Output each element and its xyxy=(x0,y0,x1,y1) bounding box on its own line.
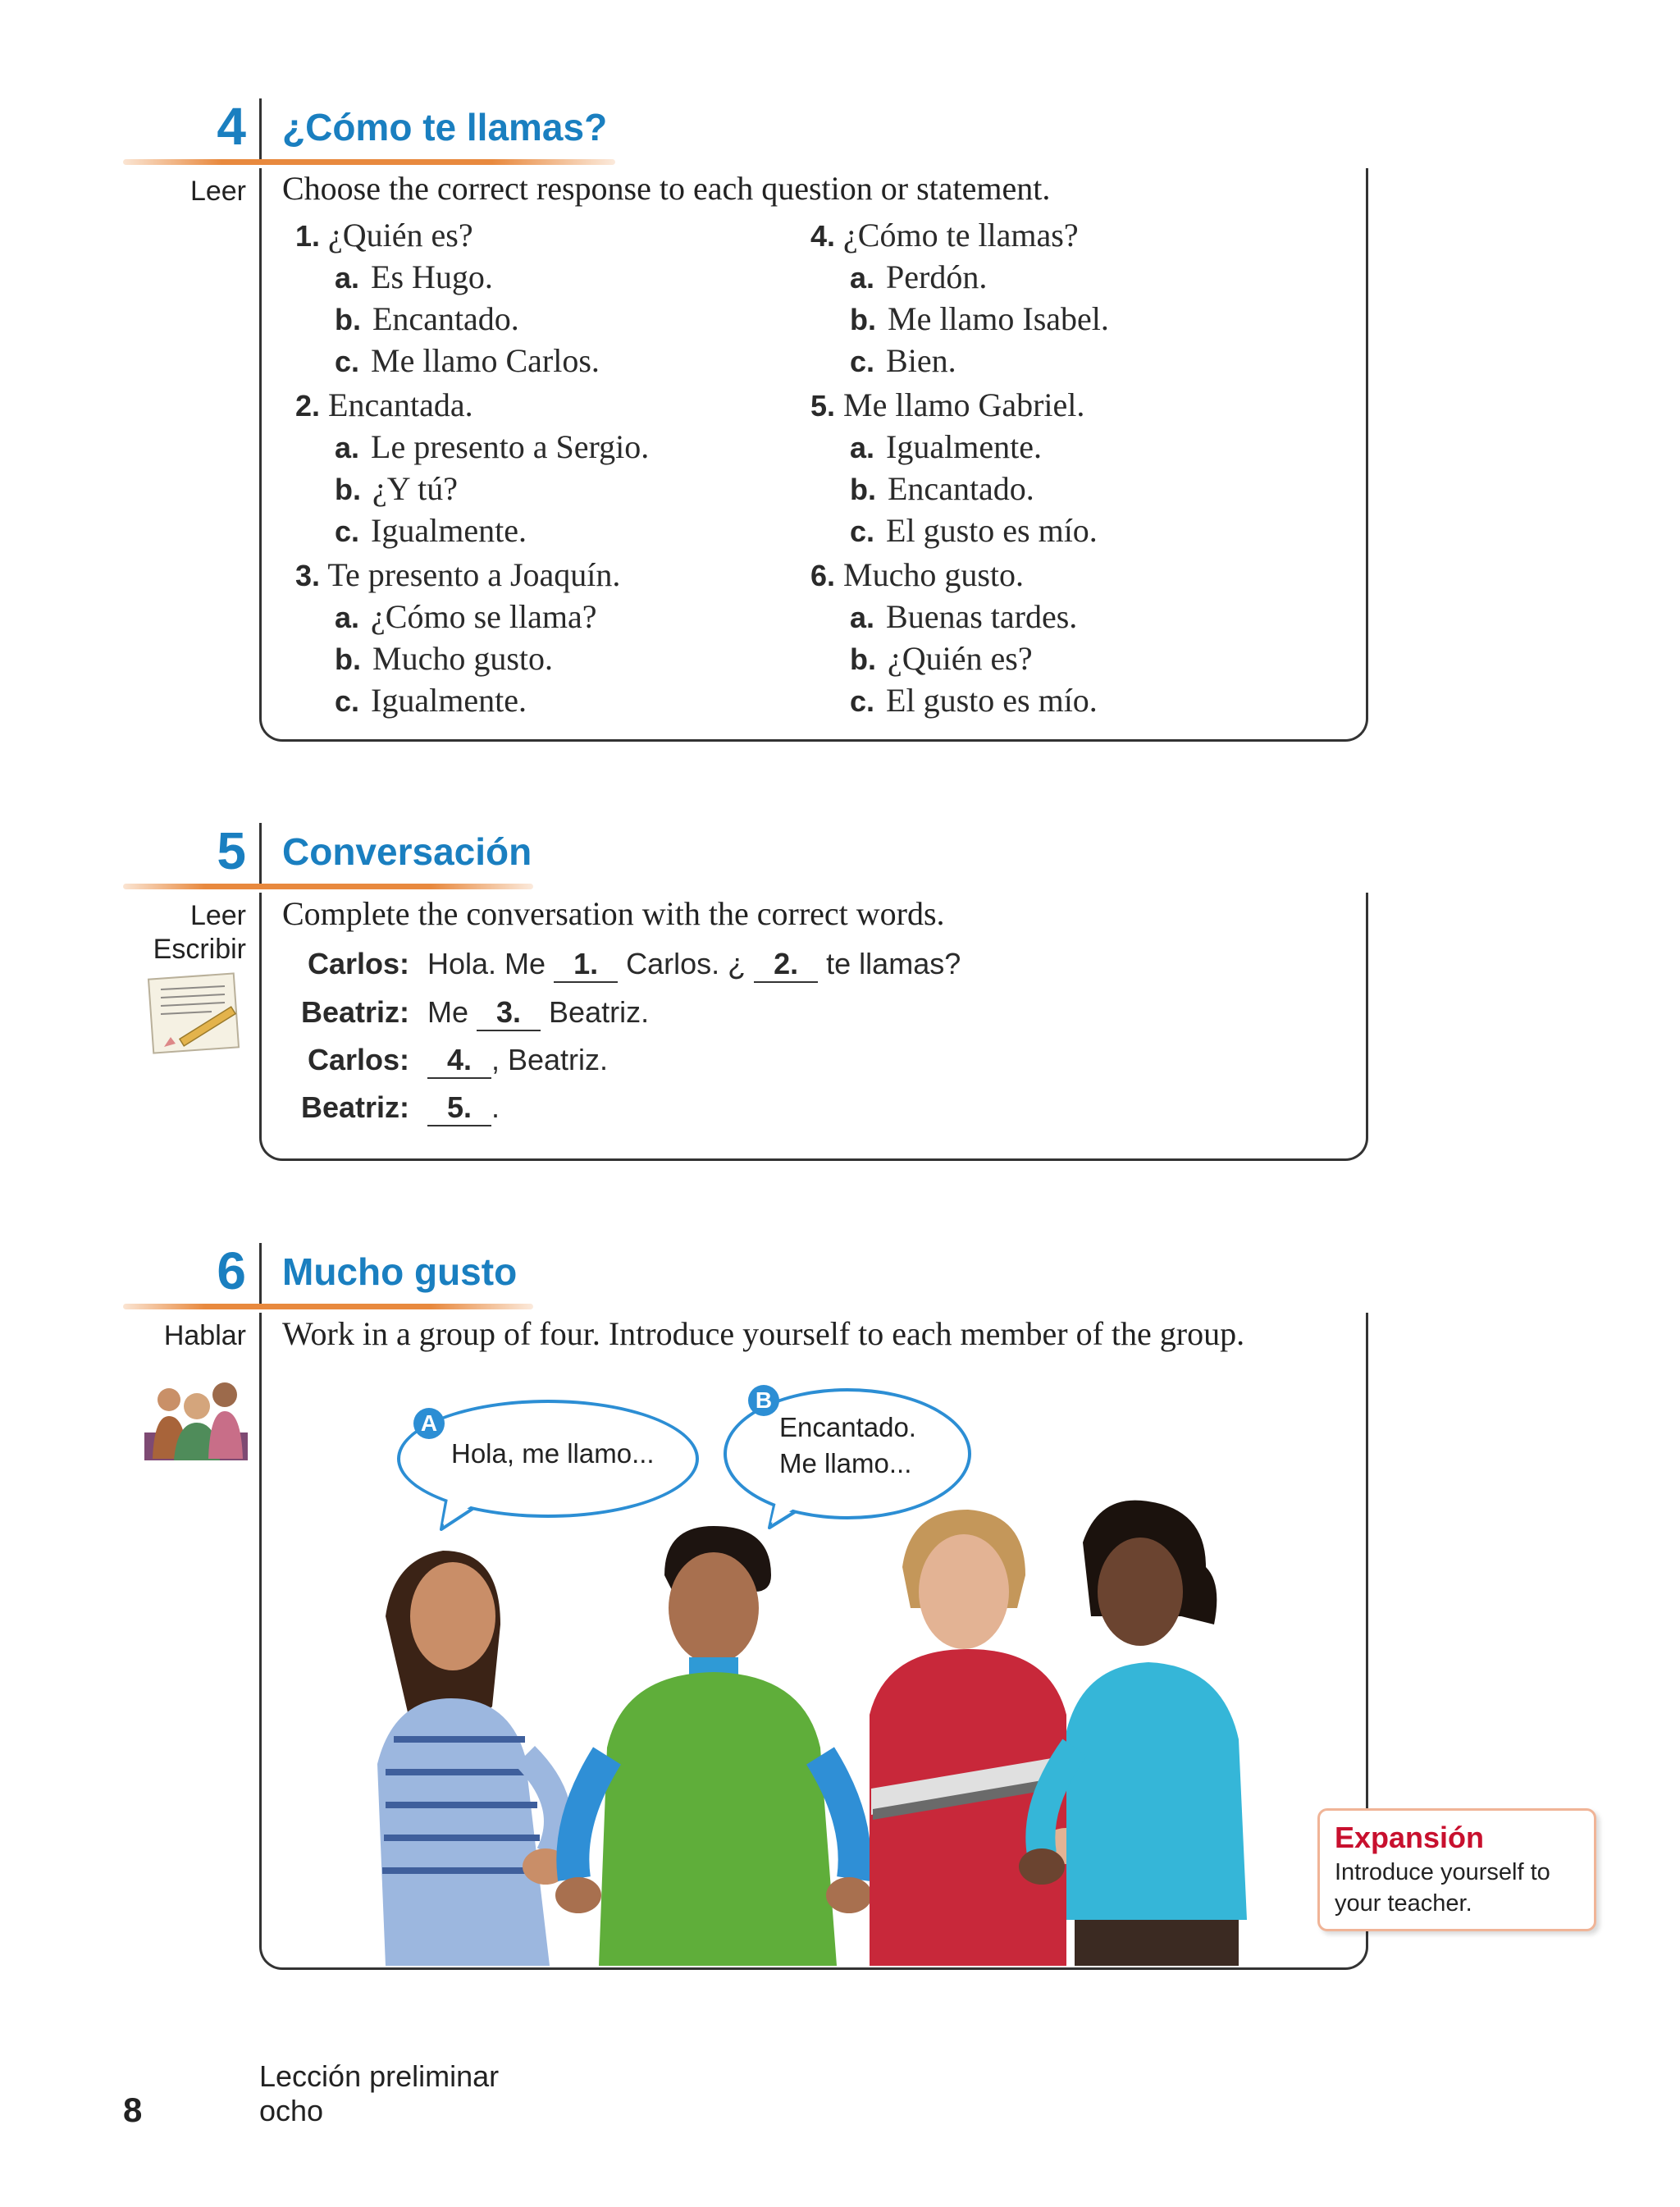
question-text: Te presento a Joaquín. xyxy=(327,556,621,593)
activity-4-header-rule xyxy=(259,98,262,161)
conversation-text: Beatriz. xyxy=(549,995,650,1029)
activity-5-number: 5 xyxy=(217,821,246,880)
speaker-a-badge: A xyxy=(413,1408,445,1439)
conversation-line-1 xyxy=(290,947,961,983)
speech-bubble-b-line-2: Me llamo... xyxy=(779,1448,912,1478)
speaker-label: Carlos: xyxy=(307,1043,409,1076)
question-number: 5. xyxy=(810,389,836,423)
question-text: Me llamo Gabriel. xyxy=(843,386,1085,423)
group-speaking-icon xyxy=(144,1377,248,1460)
speaker-label: Beatriz: xyxy=(300,1090,409,1124)
activity-5-instruction: Complete the conversation with the correct words. xyxy=(282,895,945,932)
conversation-text: Me xyxy=(427,995,469,1029)
question-text: ¿Quién es? xyxy=(328,217,473,254)
conversation-text: , Beatriz. xyxy=(491,1043,609,1076)
option: c. Igualmente. xyxy=(335,512,527,549)
conversation-text: . xyxy=(491,1090,500,1124)
question-1 xyxy=(295,215,649,382)
activity-5-skill-label-1: Leer xyxy=(189,900,246,931)
activity-5-title: Conversación xyxy=(282,830,532,873)
conversation-line-4 xyxy=(290,1090,500,1126)
expansion-box xyxy=(1317,1808,1596,1931)
question-3 xyxy=(295,555,649,722)
question-number: 3. xyxy=(295,559,321,592)
option: b. Encantado. xyxy=(335,300,519,337)
activity-4-orange-rule xyxy=(123,159,615,165)
speaker-label: Beatriz: xyxy=(300,995,409,1029)
blank-5[interactable]: 5. xyxy=(427,1090,491,1126)
speaker-label: Carlos: xyxy=(307,947,409,980)
conversation-text: te llamas? xyxy=(826,947,961,980)
question-number: 1. xyxy=(295,219,321,253)
option: b. Encantado. xyxy=(850,470,1034,507)
activity-5-orange-rule xyxy=(123,884,533,889)
speech-bubble-b-line-1: Encantado. xyxy=(779,1412,916,1442)
speaker-b-badge: B xyxy=(748,1385,779,1416)
option: a. Igualmente. xyxy=(850,428,1042,465)
option: b. ¿Quién es? xyxy=(850,640,1033,677)
question-text: ¿Cómo te llamas? xyxy=(843,217,1079,254)
conversation-text: Hola. Me xyxy=(427,947,546,980)
page-number: 8 xyxy=(123,2090,143,2129)
option: c. El gusto es mío. xyxy=(850,512,1098,549)
activity-6-header-rule xyxy=(259,1243,262,1305)
question-text: Mucho gusto. xyxy=(843,556,1025,593)
expansion-title: Expansión xyxy=(1335,1821,1485,1854)
question-number: 2. xyxy=(295,389,321,423)
option: a. Es Hugo. xyxy=(335,258,493,295)
blank-1[interactable]: 1. xyxy=(554,947,618,983)
conversation-line-3 xyxy=(290,1043,608,1079)
question-number: 4. xyxy=(810,219,836,253)
student-boy-green xyxy=(555,1526,872,1966)
activity-4-skill-label: Leer xyxy=(189,176,246,207)
activity-4-title: ¿Cómo te llamas? xyxy=(282,106,608,149)
option: b. ¿Y tú? xyxy=(335,470,459,507)
question-number: 6. xyxy=(810,559,836,592)
expansion-text: Introduce yourself to your teacher. xyxy=(1335,1859,1550,1917)
option: c. Igualmente. xyxy=(335,682,527,719)
option: b. Mucho gusto. xyxy=(335,640,553,677)
student-girl-left xyxy=(377,1551,568,1966)
question-text: Encantada. xyxy=(328,386,473,423)
activity-6-instruction: Work in a group of four. Introduce yourself to each member of the group. xyxy=(282,1315,1245,1352)
conversation-line-2 xyxy=(290,995,649,1031)
speech-bubble-a-text: Hola, me llamo... xyxy=(451,1438,655,1469)
lesson-title: Lección preliminar xyxy=(259,2059,500,2093)
question-6 xyxy=(810,555,1109,722)
students-photo xyxy=(361,1493,1312,1966)
student-boy-red xyxy=(870,1510,1091,1966)
activity-6-skill-label: Hablar xyxy=(163,1320,246,1351)
activity-4-number: 4 xyxy=(217,97,246,156)
activity-6-number: 6 xyxy=(217,1241,246,1300)
activity-5-header-rule xyxy=(259,823,262,885)
blank-2[interactable]: 2. xyxy=(754,947,818,983)
activity-4-right-column xyxy=(810,215,1109,722)
blank-3[interactable]: 3. xyxy=(477,995,541,1031)
option: c. Bien. xyxy=(850,342,956,379)
option: a. Le presento a Sergio. xyxy=(335,428,650,465)
option: c. Me llamo Carlos. xyxy=(335,342,600,379)
blank-4[interactable]: 4. xyxy=(427,1043,491,1079)
page-number-word: ocho xyxy=(259,2094,324,2127)
option: c. El gusto es mío. xyxy=(850,682,1098,719)
activity-6-orange-rule xyxy=(123,1304,533,1309)
option: a. Perdón. xyxy=(850,258,988,295)
question-2 xyxy=(295,385,649,552)
writing-icon xyxy=(146,971,248,1058)
activity-4-instruction: Choose the correct response to each question or statement. xyxy=(282,170,1051,207)
option: a. ¿Cómo se llama? xyxy=(335,598,597,635)
option: a. Buenas tardes. xyxy=(850,598,1078,635)
activity-5-skill-label-2: Escribir xyxy=(153,934,246,965)
activity-6-title: Mucho gusto xyxy=(282,1250,518,1293)
option: b. Me llamo Isabel. xyxy=(850,300,1109,337)
question-4 xyxy=(810,215,1109,382)
activity-4-left-column xyxy=(295,215,649,722)
conversation-text: Carlos. ¿ xyxy=(626,947,746,980)
question-5 xyxy=(810,385,1109,552)
